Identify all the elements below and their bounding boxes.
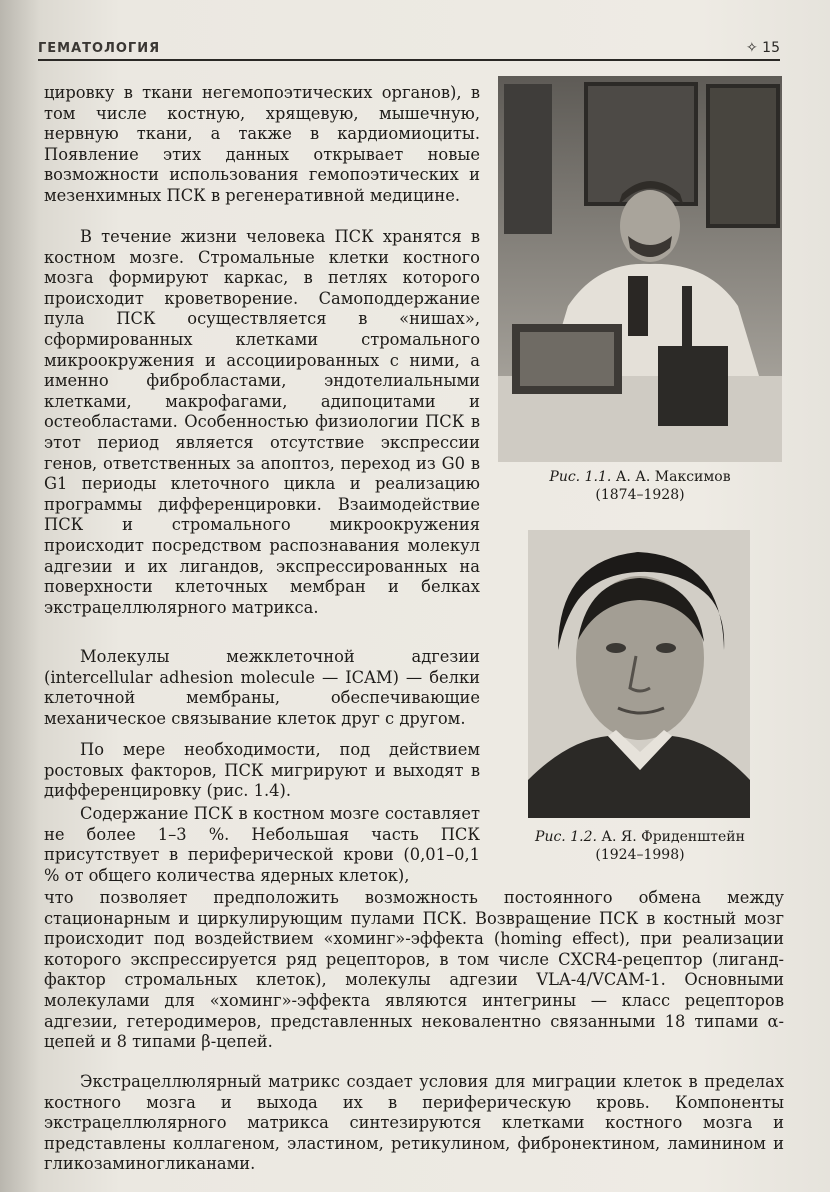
page-number: ✧ 15 (746, 40, 780, 56)
figure-1-label: Рис. 1.1. (549, 469, 612, 485)
paragraph-4: По мере необходимости, под действием ростовых факторов, ПСК мигрируют и выходят в дифференцировку (рис. 1.4). (44, 740, 480, 801)
figure-2-years: (1924–1998) (595, 847, 685, 863)
paragraph-3: Молекулы межклеточной адгезии (intercellular adhesion molecule — ICAM) — белки клеточной мембраны, обеспечивающие механическое связывание клеток друг с другом. (44, 647, 480, 728)
paragraph-5: Содержание ПСК в костном мозге составляет не более 1–3 %. Небольшая часть ПСК присутствует в периферической крови (0,01–0,1 % от общего количества ядерных клеток), (44, 804, 480, 885)
figure-1-caption (512, 468, 768, 504)
paragraph-6: что позволяет предположить возможность постоянного обмена между стационарным и циркулирующим пулами ПСК. Возвращение ПСК в костный мозг происходит под воздействием «хоминг»-эффекта (homing effect), при реализации которого экспрессируется ряд рецепторов, в том числе CXCR4-рецептор (лиганд-фактор стромальных клеток), молекулы адгезии VLA-4/VCAM-1. Основными молекулами для «хоминг»-эффекта являются интегрины — класс рецепторов адгезии, гетеродимеров, представленных нековалентно связанными 18 типами α-цепей и 8 типами β-цепей. (44, 888, 784, 1052)
page-header (38, 30, 780, 61)
friedenstein-photo (528, 530, 750, 818)
paragraph-2: В течение жизни человека ПСК хранятся в костном мозге. Стромальные клетки костного мозга формируют каркас, в петлях которого происходит кроветворение. Самоподдержание пула ПСК осуществляется в «нишах», сформированных клетками стромального микроокружения и ассоциированных с ними, а именно фибробластами, эндотелиальными клетками, макрофагами, адипоцитами и остеобластами. Особенностью физиологии ПСК в этот период является отсутствие экспрессии генов, ответственных за апоптоз, переход из G0 в G1 периоды клеточного цикла и реализацию программы дифференцировки. Взаимодействие ПСК и стромального микроокружения происходит посредством распознавания молекул адгезии и их лигандов, экспрессированных на поверхности клеточных мембран и белках экстрацеллюлярного матрикса. (44, 227, 480, 617)
maximov-photo-image (498, 76, 782, 462)
maximov-photo (498, 76, 782, 462)
figure-2-name: А. Я. Фриденштейн (601, 829, 745, 845)
figure-1-name: А. А. Максимов (615, 469, 731, 485)
paragraph-7: Экстрацеллюлярный матрикс создает условия для миграции клеток в пределах костного мозга и выхода их в периферическую кровь. Компоненты экстрацеллюлярного матрикса синтезируются клетками костного мозга и представлены коллагеном, эластином, ретикулином, фибронектином, ламинином и гликозаминогликанами. (44, 1072, 784, 1174)
paragraph-1: цировку в ткани негемопоэтических органов), в том числе костную, хрящевую, мышечную, нервную ткани, а также в кардиомиоциты. Появление этих данных открывает новые возможности использования гемопоэтических и мезенхимных ПСК в регенеративной медицине. (44, 83, 480, 205)
figure-2-caption (512, 828, 768, 864)
running-head: ГЕМАТОЛОГИЯ (38, 41, 161, 56)
friedenstein-photo-image (528, 530, 750, 818)
figure-1-years: (1874–1928) (595, 487, 685, 503)
figure-2-label: Рис. 1.2. (535, 829, 597, 845)
